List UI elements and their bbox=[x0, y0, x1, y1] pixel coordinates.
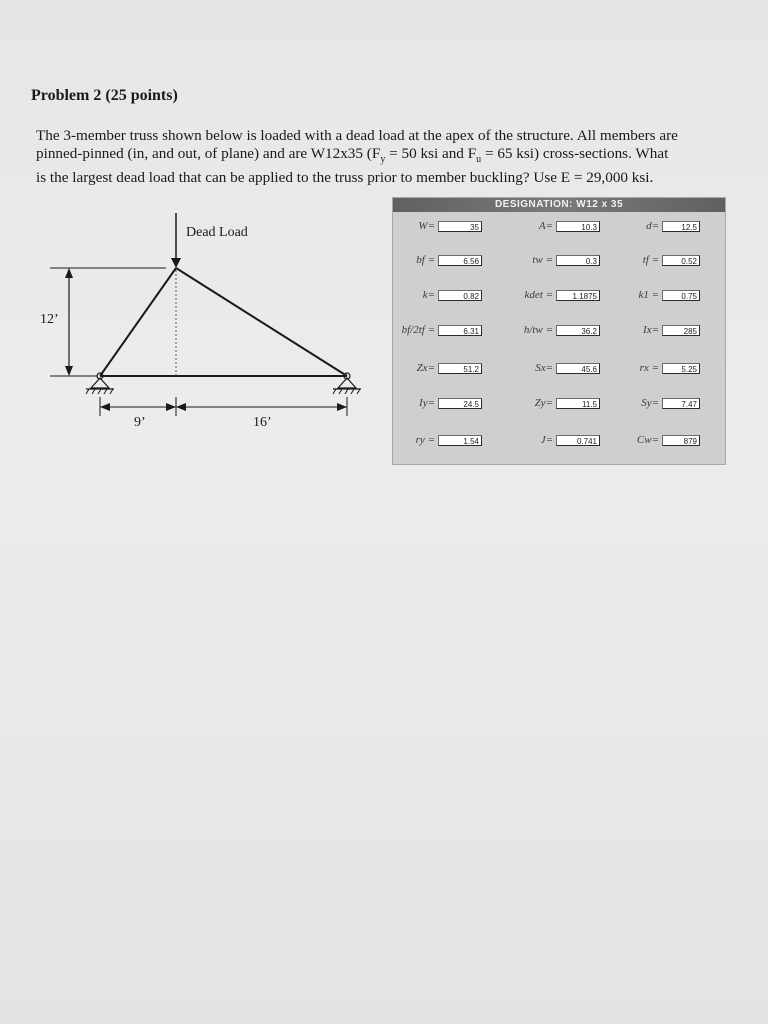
property-value: 36.2 bbox=[556, 325, 600, 336]
property-value: 10.3 bbox=[556, 221, 600, 232]
property-label: rx = bbox=[639, 362, 659, 374]
problem-statement bbox=[36, 127, 736, 187]
right-span-label: 16’ bbox=[253, 415, 272, 430]
property-label: d= bbox=[646, 220, 659, 232]
property-cell bbox=[493, 324, 600, 336]
section-properties-table bbox=[392, 197, 726, 465]
property-value: 0.741 bbox=[556, 435, 600, 446]
property-label: Iy= bbox=[419, 397, 435, 409]
statement-line-2-c: = 50 ksi and F bbox=[385, 145, 477, 162]
height-dimension bbox=[50, 268, 166, 376]
property-cell bbox=[493, 397, 600, 409]
property-label: tf = bbox=[642, 254, 659, 266]
property-value: 11.5 bbox=[556, 398, 600, 409]
property-label: Ix= bbox=[643, 324, 659, 336]
property-label: bf = bbox=[416, 254, 435, 266]
property-label: k1 = bbox=[638, 289, 659, 301]
property-label: k= bbox=[422, 289, 435, 301]
statement-line-1: The 3-member truss shown below is loaded with a dead load at the apex of the structure. All members are bbox=[36, 127, 678, 144]
property-cell bbox=[619, 397, 700, 409]
property-value: 285 bbox=[662, 325, 700, 336]
property-label: kdet = bbox=[524, 289, 553, 301]
dead-load-label: Dead Load bbox=[186, 225, 248, 240]
property-value: 0.3 bbox=[556, 255, 600, 266]
property-label: Zx= bbox=[416, 362, 435, 374]
property-value: 7.47 bbox=[662, 398, 700, 409]
property-cell bbox=[395, 362, 482, 374]
statement-line-2-e: = 65 ksi) cross-sections. What bbox=[481, 145, 669, 162]
property-value: 6.31 bbox=[438, 325, 482, 336]
span-dimension bbox=[100, 397, 347, 416]
property-value: 1.1875 bbox=[556, 290, 600, 301]
left-span-label: 9’ bbox=[134, 415, 146, 430]
property-value: 5.25 bbox=[662, 363, 700, 374]
statement-line-2 bbox=[36, 145, 736, 169]
statement-line-2-a: pinned-pinned (in, and out, of plane) and are W12x35 (F bbox=[36, 145, 381, 162]
property-label: Sy= bbox=[641, 397, 659, 409]
property-label: tw = bbox=[532, 254, 553, 266]
property-label: W= bbox=[418, 220, 435, 232]
designation-header: DESIGNATION: W12 x 35 bbox=[393, 198, 725, 212]
property-value: 35 bbox=[438, 221, 482, 232]
property-cell bbox=[493, 362, 600, 374]
property-cell bbox=[395, 397, 482, 409]
property-cell bbox=[493, 254, 600, 266]
property-cell bbox=[395, 289, 482, 301]
property-label: Cw= bbox=[636, 434, 659, 446]
property-cell bbox=[619, 220, 700, 232]
property-cell bbox=[619, 289, 700, 301]
property-cell bbox=[619, 434, 700, 446]
property-value: 12.5 bbox=[662, 221, 700, 232]
property-value: 879 bbox=[662, 435, 700, 446]
dead-load-arrowhead bbox=[171, 258, 181, 268]
property-cell bbox=[395, 220, 482, 232]
property-cell bbox=[619, 362, 700, 374]
property-cell bbox=[619, 254, 700, 266]
property-cell bbox=[493, 220, 600, 232]
property-cell bbox=[395, 324, 482, 336]
property-label: ry = bbox=[415, 434, 435, 446]
property-label: J= bbox=[540, 434, 553, 446]
height-label: 12’ bbox=[40, 312, 59, 327]
property-cell bbox=[395, 254, 482, 266]
property-cell bbox=[493, 289, 600, 301]
property-label: Sx= bbox=[535, 362, 553, 374]
right-member bbox=[176, 268, 347, 376]
statement-line-3: is the largest dead load that can be applied to the truss prior to member buckling? Use E = 29,000 ksi. bbox=[36, 169, 654, 187]
problem-title: Problem 2 (25 points) bbox=[31, 87, 178, 104]
property-label: A= bbox=[538, 220, 553, 232]
property-value: 0.52 bbox=[662, 255, 700, 266]
truss-diagram bbox=[0, 200, 390, 440]
fu-subscript: u bbox=[476, 154, 482, 166]
property-value: 0.75 bbox=[662, 290, 700, 301]
property-cell bbox=[395, 434, 482, 446]
property-value: 1.54 bbox=[438, 435, 482, 446]
property-label: bf/2tf = bbox=[401, 324, 435, 336]
property-cell bbox=[619, 324, 700, 336]
property-label: Zy= bbox=[534, 397, 553, 409]
left-member bbox=[100, 268, 176, 376]
property-cell bbox=[493, 434, 600, 446]
property-value: 24.5 bbox=[438, 398, 482, 409]
fy-subscript: y bbox=[380, 154, 386, 166]
property-value: 6.56 bbox=[438, 255, 482, 266]
property-value: 45.6 bbox=[556, 363, 600, 374]
property-value: 51.2 bbox=[438, 363, 482, 374]
property-value: 0.82 bbox=[438, 290, 482, 301]
property-label: h/tw = bbox=[523, 324, 553, 336]
